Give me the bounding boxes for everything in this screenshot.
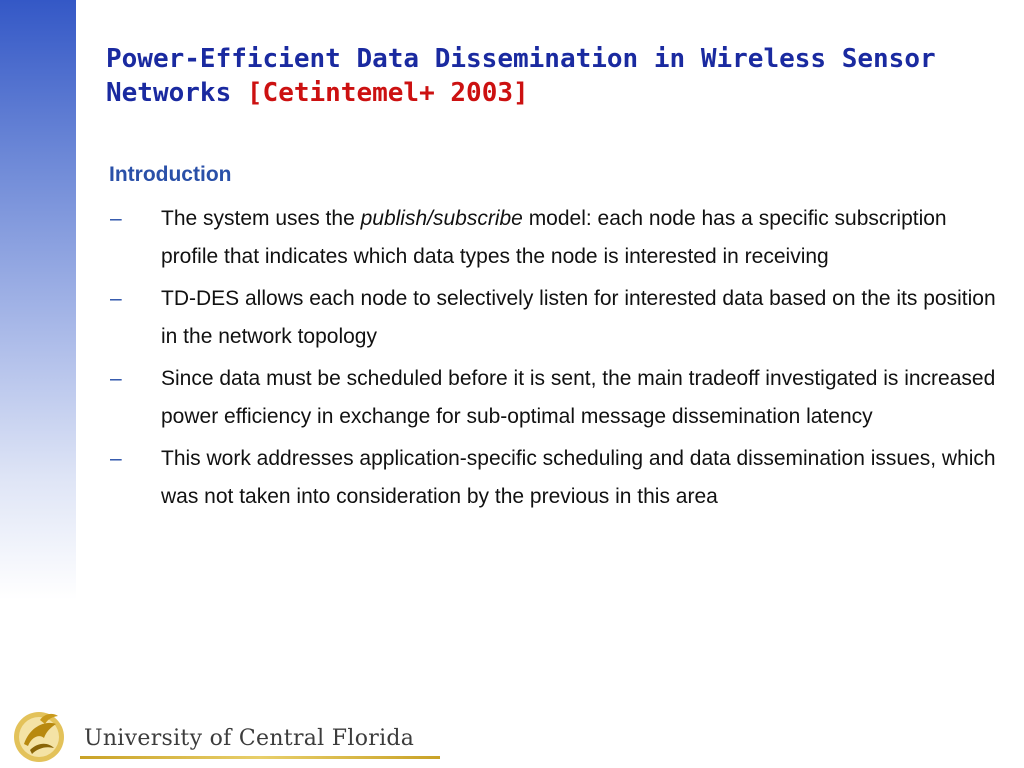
bullet-dash: – — [110, 447, 122, 470]
bullet-text: TD-DES allows each node to selectively listen for interested data based on the its position in the network topology — [161, 287, 996, 348]
bullet-text — [161, 207, 947, 268]
bullet-dash: – — [110, 287, 122, 310]
footer-divider — [80, 756, 440, 759]
footer — [0, 698, 1024, 768]
bullet-item — [108, 200, 998, 276]
bullet-dash: – — [110, 207, 122, 230]
title-citation: [Cetintemel+ 2003] — [246, 78, 529, 108]
side-gradient-bar — [0, 0, 76, 600]
bullet-text-emphasis: publish/subscribe — [360, 207, 523, 230]
slide-content — [108, 160, 998, 520]
section-heading: Introduction — [109, 163, 232, 186]
bullet-text-before: The system uses the — [161, 207, 361, 230]
bullet-text: This work addresses application-specific scheduling and data dissemination issues, which was not taken into consideration by the previous in this area — [161, 447, 996, 508]
slide-title — [106, 42, 986, 110]
title-main: Power-Efficient Data Dissemination in Wireless Sensor Networks — [106, 44, 936, 108]
bullet-item — [108, 440, 998, 516]
bullet-dash: – — [110, 367, 122, 390]
university-name: University of Central Florida — [84, 726, 415, 751]
bullet-item — [108, 280, 998, 356]
bullet-text-after: model: each node has a specific subscription profile that indicates which data types the node is interested in receiving — [161, 207, 947, 268]
bullet-item — [108, 360, 998, 436]
pegasus-logo-icon — [10, 706, 68, 764]
bullet-list — [108, 200, 998, 516]
bullet-text: Since data must be scheduled before it is sent, the main tradeoff investigated is increased power efficiency in exchange for sub-optimal message dissemination latency — [161, 367, 996, 428]
